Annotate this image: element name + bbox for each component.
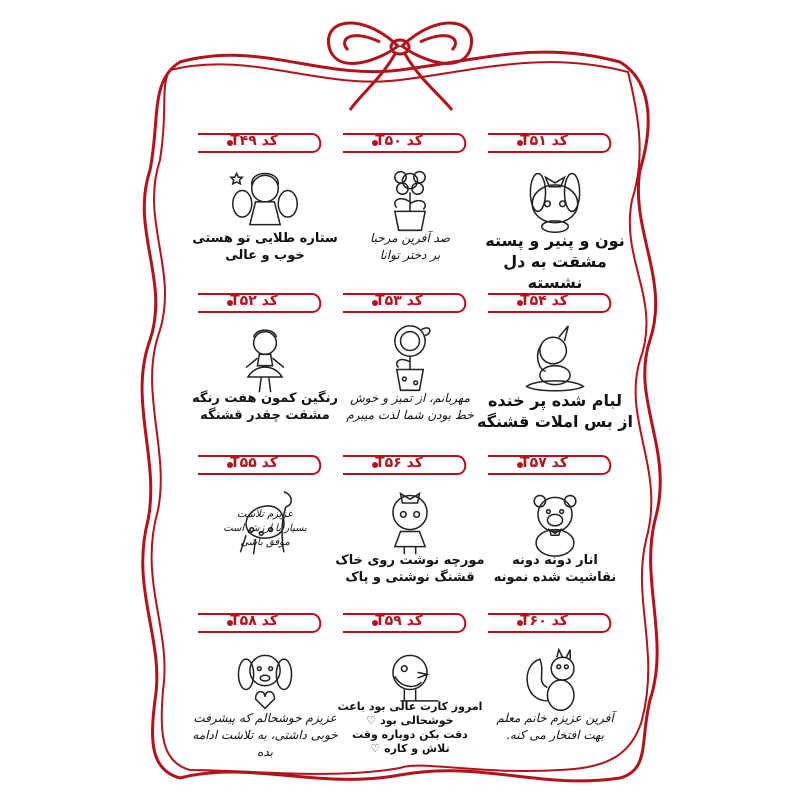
card-caption xyxy=(184,230,346,264)
caption-line: مورچه نوشت روی خاک xyxy=(335,553,485,568)
caption-line: بهت افتخار می کنه. xyxy=(506,728,604,742)
caption-line: خط بودن شما لذت میبرم xyxy=(346,408,474,422)
card-caption xyxy=(474,390,636,432)
card-caption xyxy=(474,710,636,744)
caption-line: لبام شده پر خنده xyxy=(487,391,623,410)
reward-card xyxy=(490,610,620,760)
message-line: عزیزم تلاشت xyxy=(236,509,294,520)
code-label: کد T۵۰ xyxy=(375,133,423,149)
giraffe-message xyxy=(204,508,326,550)
flower-pot-icon xyxy=(370,324,450,396)
card-caption xyxy=(184,710,346,761)
unicorn-icon xyxy=(515,324,595,396)
reward-card xyxy=(200,452,330,602)
reward-card xyxy=(490,452,620,602)
reward-card xyxy=(337,610,483,760)
card-caption xyxy=(474,552,636,586)
reward-card xyxy=(477,290,633,440)
caption-line: رنگین کمون هفت رنگه xyxy=(192,391,338,406)
bow-icon xyxy=(328,23,471,110)
code-tag xyxy=(484,452,618,478)
teddy-bear-icon xyxy=(515,486,595,558)
code-tag xyxy=(339,452,473,478)
code-tag xyxy=(484,290,618,316)
reward-card xyxy=(345,290,475,440)
caption-line: مشقت به دل نشسته xyxy=(503,252,607,292)
ballerina-icon xyxy=(225,324,305,396)
card-caption xyxy=(184,390,346,424)
bow-girl-icon xyxy=(370,486,450,558)
code-tag xyxy=(484,130,618,156)
card-caption xyxy=(329,700,491,756)
code-label: کد T۵۲ xyxy=(230,293,278,309)
caption-line: انار دونه دونه xyxy=(512,553,598,568)
card-caption xyxy=(474,230,636,293)
reward-card xyxy=(192,290,338,440)
code-tag xyxy=(194,130,328,156)
caption-line: قشنگ نوشتی و پاک xyxy=(345,570,475,585)
card-caption xyxy=(329,552,491,586)
caption-line: امروز کارت عالی بود باعث xyxy=(337,700,483,713)
potted-flower-icon xyxy=(370,164,450,236)
message-line: موفق باشی xyxy=(240,537,290,548)
code-tag xyxy=(194,610,328,636)
bunny-icon xyxy=(515,164,595,236)
caption-line: نون و پنیر و پسته xyxy=(485,231,625,250)
message-line: بسیار با ارزش است xyxy=(223,523,307,534)
caption-line: خوبی داشتی، به تلاشت ادامه بده xyxy=(192,728,338,759)
code-tag xyxy=(194,290,328,316)
reward-card xyxy=(335,452,485,602)
code-label: کد T۵۳ xyxy=(375,293,423,309)
caption-line: نقاشیت شده نمونه xyxy=(493,570,617,585)
caption-line: تلاش و کاره ♡ xyxy=(370,742,450,755)
code-tag xyxy=(484,610,618,636)
code-label: کد T۴۹ xyxy=(230,133,278,149)
caption-line: دقت بکن دوباره وقت xyxy=(352,728,468,741)
caption-line: بر دختر توانا xyxy=(379,248,441,262)
code-label: کد T۵۶ xyxy=(375,455,423,471)
code-tag xyxy=(339,130,473,156)
card-caption xyxy=(329,390,491,424)
caption-line: عزیزم خوشحالم که پیشرفت xyxy=(193,711,337,725)
code-label: کد T۵۵ xyxy=(230,455,278,471)
code-label: کد T۵۴ xyxy=(520,293,568,309)
caption-line: مهربانم، از تمیز و خوش xyxy=(350,391,470,405)
squirrel-icon xyxy=(515,644,595,716)
reward-card xyxy=(192,130,338,280)
code-tag xyxy=(339,610,473,636)
code-label: کد T۵۱ xyxy=(520,133,568,149)
caption-line: مشقت چقدر قشنگه xyxy=(200,408,330,423)
caption-line: صد آفرین مرحبا xyxy=(369,231,451,245)
caption-line: از بس املات قشنگه xyxy=(477,412,633,431)
fairy-girl-icon xyxy=(225,164,305,236)
code-label: کد T۵۹ xyxy=(375,613,423,629)
puppy-icon xyxy=(225,644,305,716)
code-label: کد T۵۸ xyxy=(230,613,278,629)
reward-card xyxy=(345,130,475,280)
card-caption xyxy=(329,230,491,264)
caption-line: خوشحالی بود ♡ xyxy=(366,714,454,727)
reward-card xyxy=(192,610,338,760)
code-label: کد T۵۷ xyxy=(520,455,568,471)
caption-line: ستاره طلایی تو هستی xyxy=(192,231,338,246)
caption-line: خوب و عالی xyxy=(225,248,305,263)
code-label: کد T۶۰ xyxy=(520,613,568,629)
code-tag xyxy=(339,290,473,316)
caption-line: آفرین عزیزم خانم معلم xyxy=(496,711,614,725)
code-tag xyxy=(194,452,328,478)
reward-card xyxy=(485,130,625,292)
